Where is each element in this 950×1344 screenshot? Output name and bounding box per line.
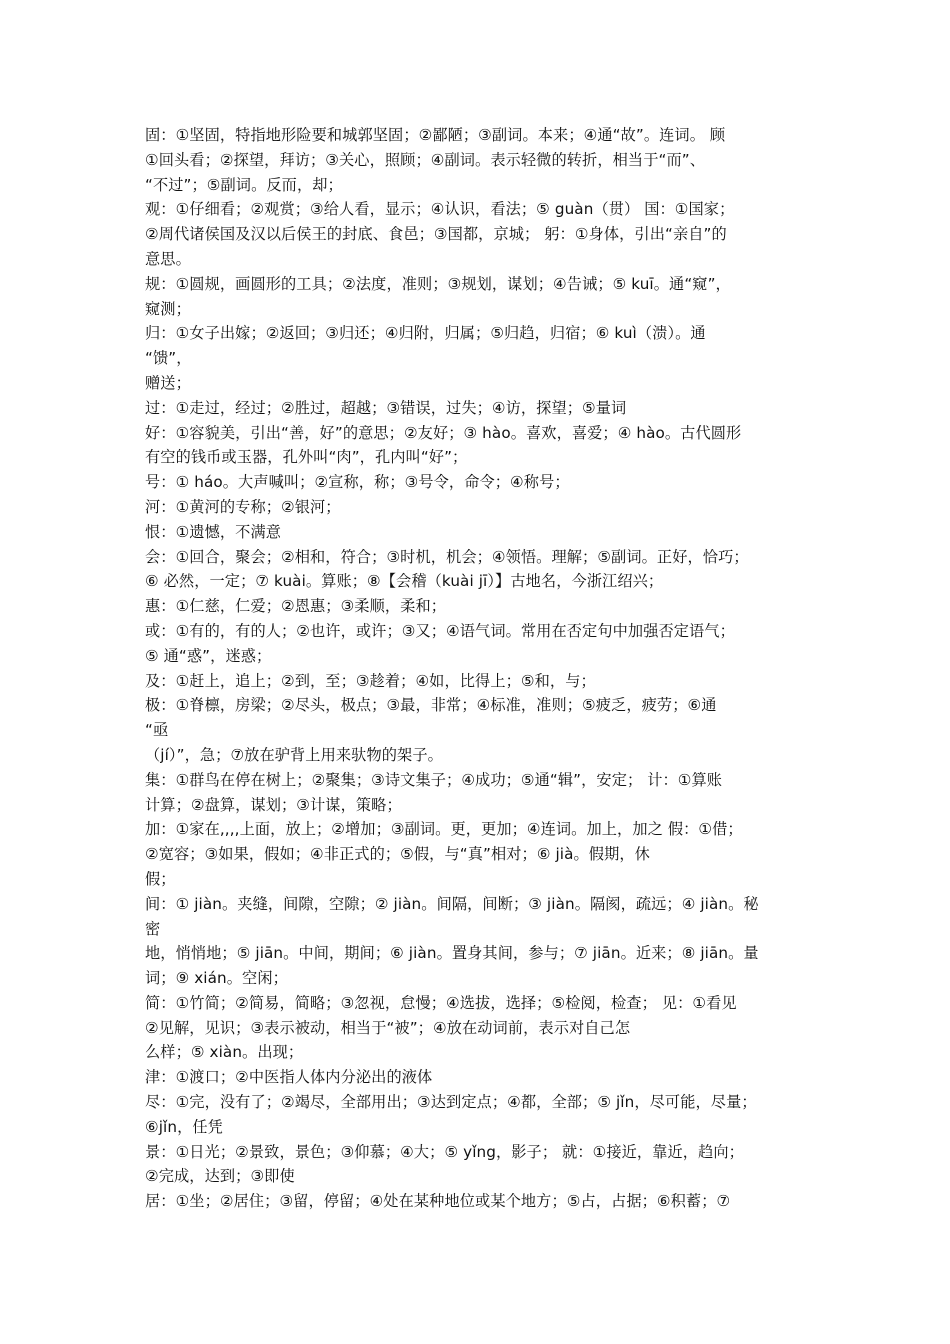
text-line: 计算；②盘算，谋划；③计谋，策略； [145, 795, 402, 814]
text-line: 赠送； [145, 373, 191, 392]
text-line: 地，悄悄地；⑤ jiān。中间，期间；⑥ jiàn。置身其间，参与；⑦ jiān。近来；⑧ jiān。量 [145, 944, 759, 963]
text-line: （jí）”，急；⑦放在驴背上用来驮物的架子。 [145, 745, 443, 764]
text-line: 窥测； [145, 299, 191, 318]
text-line: 观：①仔细看；②观赏；③给人看，显示；④认识，看法；⑤ guàn（贯） 国：①国家； [145, 200, 735, 219]
text-line: 简：①竹简；②简易，简略；③忽视，怠慢；④选拔，选择；⑤检阅，检查； 见：①看见 [145, 993, 737, 1012]
text-line: 有空的钱币或玉器，孔外叫“肉”，孔内叫“好”； [145, 448, 468, 467]
text-line: 津：①渡口；②中医指人体内分泌出的液体 [145, 1068, 433, 1087]
text-line: ⑥jǐn，任凭 [145, 1117, 223, 1136]
text-line: 居：①坐；②居住；③留，停留；④处在某种地位或某个地方；⑤占，占据；⑥积蓄；⑦ [145, 1192, 731, 1211]
text-line: 密 [145, 919, 161, 938]
text-line: ⑤ 通“惑”，迷惑； [145, 646, 272, 665]
text-line: ②见解，见识；③表示被动，相当于“被”；④放在动词前，表示对自己怎 [145, 1018, 631, 1037]
text-line: 恨：①遗憾，不满意 [145, 522, 282, 541]
text-line: 假； [145, 869, 176, 888]
text-line: 固：①坚固，特指地形险要和城郭坚固；②鄙陋；③副词。本来；④通“故”。连词。 顾 [145, 126, 726, 144]
text-line: 及：①赶上，追上；②到，至；③趁着；④如，比得上；⑤和，与； [145, 671, 596, 690]
text-line: “馈”， [145, 349, 192, 368]
text-line: ②宽容；③如果，假如；④非正式的；⑤假，与“真”相对；⑥ jià。假期，休 [145, 845, 650, 864]
text-line: 集：①群鸟在停在树上；②聚集；③诗文集子；④成功；⑤通“辑”，安定； 计：①算账 [145, 770, 723, 789]
text-line: ①回头看；②探望，拜访；③关心，照顾；④副词。表示轻微的转折，相当于“而”、 [145, 150, 705, 169]
text-line: 极：①脊檩，房梁；②尽头，极点；③最，非常；④标准，准则；⑤疲乏，疲劳；⑥通 [145, 696, 717, 715]
text-line: 号：① háo。大声喊叫；②宣称，称；③号令，命令；④称号； [145, 473, 570, 492]
text-line: “不过”；⑤副词。反而，却； [145, 175, 343, 194]
text-line: 间：① jiàn。夹缝，间隙，空隙；② jiàn。间隔，间断；③ jiàn。隔阂，疏远；④ jiàn。秘 [145, 894, 759, 913]
text-line: 河：①黄河的专称；②银河； [145, 497, 341, 516]
text-line: 规：①圆规，画圆形的工具；②法度，准则；③规划，谋划；④告诫；⑤ kuī。通“窥”， [145, 274, 731, 293]
text-line: 么样；⑤ xiàn。出现； [145, 1043, 304, 1062]
text-line: 会：①回合，聚会；②相和，符合；③时机，机会；④领悟。理解；⑤副词。正好，恰巧； [145, 547, 749, 566]
text-line: 加：①家在,,,,上面，放上；②增加；③副词。更，更加；④连词。加上，加之 假：①借； [145, 820, 743, 839]
text-line: 意思。 [145, 249, 191, 268]
text-line: “亟 [145, 721, 169, 740]
text-line: ②完成，达到；③即使 [145, 1167, 295, 1186]
text-line: ②周代诸侯国及汉以后侯王的封底、食邑；③国都，京城； 躬：①身体，引出“亲自”的 [145, 225, 727, 244]
text-line: 尽：①完，没有了；②竭尽，全部用出；③达到定点；④都，全部；⑤ jǐn，尽可能，尽量； [145, 1093, 757, 1112]
text-line: 好：①容貌美，引出“善，好”的意思；②友好；③ hào。喜欢，喜爱；④ hào。古代圆形 [145, 423, 742, 442]
text-line: ⑥ 必然，一定；⑦ kuài。算账；⑧【会稽（kuài jī）】古地名，今浙江绍兴； [145, 572, 664, 591]
text-line: 归：①女子出嫁；②返回；③归还；④归附，归属；⑤归趋，归宿；⑥ kuì（溃）。通 [145, 324, 706, 343]
text-line: 过：①走过，经过；②胜过，超越；③错误，过失；④访，探望；⑤量词 [145, 398, 627, 417]
text-line: 词；⑨ xián。空闲； [145, 969, 288, 988]
text-line: 景：①日光；②景致，景色；③仰慕；④大；⑤ yǐng，影子； 就：①接近，靠近，趋向； [145, 1142, 744, 1161]
text-line: 或：①有的，有的人；②也许，或许；③又；④语气词。常用在否定句中加强否定语气； [145, 621, 735, 640]
text-line: 惠：①仁慈，仁爱；②恩惠；③柔顺，柔和； [145, 597, 447, 616]
document-body [145, 123, 810, 1214]
